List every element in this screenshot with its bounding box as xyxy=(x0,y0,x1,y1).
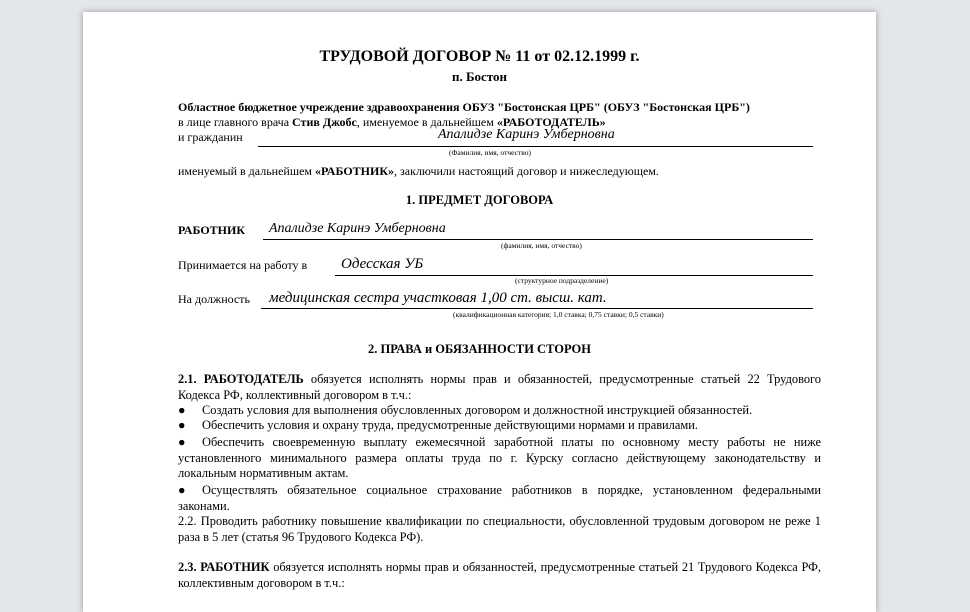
named-line xyxy=(178,164,659,179)
dept-value: Одесская УБ xyxy=(341,256,424,272)
position-note: (квалификационная категория; 1,0 ставка; 0,75 ставки; 0,5 ставки) xyxy=(453,310,664,319)
org-name: Областное бюджетное учреждение здравоохранения ОБУЗ "Бостонская ЦРБ" (ОБУЗ "Бостонская ЦРБ") xyxy=(178,100,750,114)
paragraph-2-1-lead: 2.1. РАБОТОДАТЕЛЬ xyxy=(178,372,304,386)
position-label: На должность xyxy=(178,292,250,306)
bullet-text: Обеспечить своевременную выплату ежемесячной заработной платы по основному месту работы не ниже установленного минимального размера оплаты труда по г. Курску согласно действующему законодательству и локальным нормативным актам. xyxy=(178,435,821,480)
named-prefix: именуемый в дальнейшем xyxy=(178,164,316,178)
document-page xyxy=(83,12,876,612)
bullet-text: Обеспечить условия и охрану труда, предусмотренные действующими нормами и правилами. xyxy=(202,418,698,432)
contract-title: ТРУДОВОЙ ДОГОВОР № 11 от 02.12.1999 г. xyxy=(319,48,640,65)
contract-city: п. Бостон xyxy=(451,69,508,84)
section2-heading: 2. ПРАВА и ОБЯЗАННОСТИ СТОРОН xyxy=(367,342,591,356)
citizen-note: (Фамилия, имя, отчество) xyxy=(449,148,531,157)
worker-underline xyxy=(263,239,813,240)
named-suffix: , заключили настоящий договор и нижеследующем. xyxy=(394,164,659,178)
employer-word: «РАБОТОДАТЕЛЬ» xyxy=(496,115,606,129)
worker-label: РАБОТНИК xyxy=(178,223,246,237)
position-value: медицинская сестра участковая 1,00 ст. высш. кат. xyxy=(269,290,607,306)
bullet-item xyxy=(178,435,821,482)
worker-note: (фамилия, имя, отчество) xyxy=(501,241,582,250)
worker-word: «РАБОТНИК» xyxy=(315,164,395,178)
representative-name: Стив Джобс xyxy=(292,115,357,129)
dept-note: (структурное подразделение) xyxy=(515,276,609,285)
paragraph-2-3 xyxy=(178,560,821,591)
paragraph-2-1 xyxy=(178,372,821,403)
paragraph-2-2: 2.2. Проводить работнику повышение квалификации по специальности, обусловленной трудовым договором не реже 1 раза в 5 лет (статья 96 Трудового Кодекса РФ). xyxy=(178,514,821,544)
bullet-icon: ● xyxy=(178,483,186,497)
paragraph-2-3-lead: 2.3. РАБОТНИК xyxy=(178,560,270,574)
bullet-item xyxy=(178,483,821,514)
bullet-icon: ● xyxy=(178,418,186,432)
representative-prefix: в лице главного врача xyxy=(178,115,293,129)
position-underline xyxy=(261,308,813,309)
section1-heading: 1. ПРЕДМЕТ ДОГОВОРА xyxy=(405,193,554,207)
bullet-text: Создать условия для выполнения обусловленных договором и должностной инструкцией обязанностей. xyxy=(202,403,753,417)
citizen-underline xyxy=(258,146,813,147)
dept-label: Принимается на работу в xyxy=(178,258,308,272)
bullet-item xyxy=(178,403,821,419)
paragraph-2-3-text: обязуется исполнять нормы прав и обязанностей, предусмотренные статьей 21 Трудового Кодекса РФ, коллективным договором в т.ч.: xyxy=(178,560,822,590)
paragraph-2-1-text: обязуется исполнять нормы прав и обязанностей, предусмотренные статьей 22 Трудового Кодекса РФ, коллективный договором в т.ч.: xyxy=(178,372,821,402)
citizen-label: и гражданин xyxy=(178,130,243,144)
bullet-icon: ● xyxy=(178,403,186,417)
citizen-value: Апалидзе Каринэ Умберновна xyxy=(438,127,615,142)
bullet-text: Осуществлять обязательное социальное страхование работников в порядке, установленном федеральными законами. xyxy=(178,483,821,513)
bullet-item xyxy=(178,418,821,434)
representative-suffix: , именуемое в дальнейшем xyxy=(356,115,497,129)
bullet-icon: ● xyxy=(178,435,186,449)
worker-value: Апалидзе Каринэ Умберновна xyxy=(269,221,446,236)
